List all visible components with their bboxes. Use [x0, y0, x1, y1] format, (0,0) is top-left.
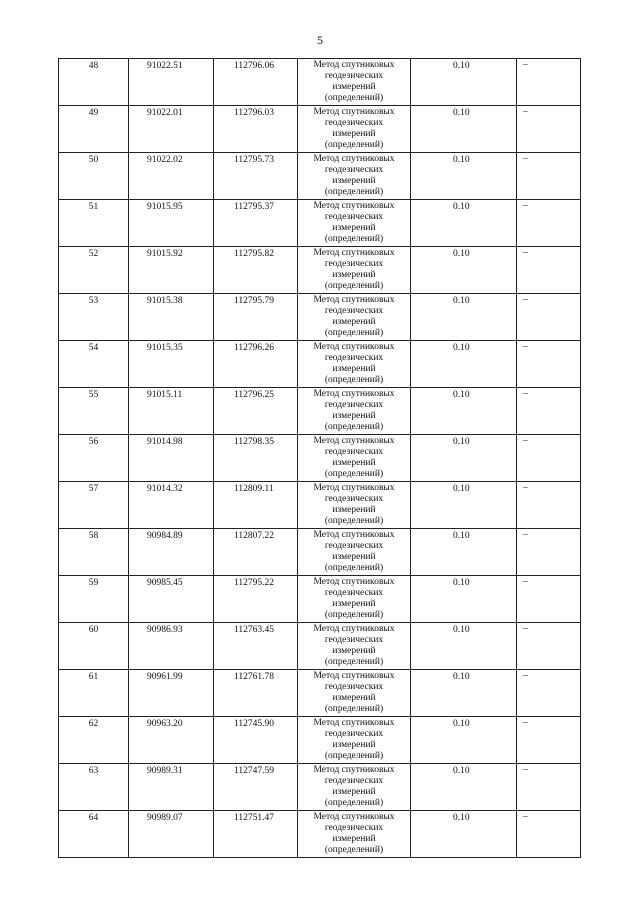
method-cell [298, 294, 411, 341]
method-line: геодезических [324, 494, 384, 504]
method-cell [298, 811, 411, 858]
x-coordinate-cell: 90985.45 [129, 576, 214, 623]
method-line: измерений [332, 317, 376, 327]
method-cell [298, 200, 411, 247]
accuracy-cell: 0.10 [411, 435, 517, 482]
method-cell [298, 482, 411, 529]
method-line: (определений) [324, 234, 384, 244]
method-line: Метод спутниковых [313, 671, 395, 681]
method-cell [298, 529, 411, 576]
method-cell [298, 717, 411, 764]
accuracy-cell: 0.10 [411, 717, 517, 764]
x-coordinate-cell: 91014.32 [129, 482, 214, 529]
method-line: измерений [332, 458, 376, 468]
x-coordinate-cell: 91014.98 [129, 435, 214, 482]
y-coordinate-cell: 112809.11 [214, 482, 298, 529]
method-line: измерений [332, 364, 376, 374]
method-line: измерений [332, 599, 376, 609]
method-line: Метод спутниковых [313, 483, 395, 493]
method-line: Метод спутниковых [313, 107, 395, 117]
method-line: геодезических [324, 635, 384, 645]
method-line: геодезических [324, 588, 384, 598]
x-coordinate-cell: 90963.20 [129, 717, 214, 764]
y-coordinate-cell: 112747.59 [214, 764, 298, 811]
table-row [59, 388, 581, 435]
method-line: (определений) [324, 375, 384, 385]
x-coordinate-cell: 90989.07 [129, 811, 214, 858]
y-coordinate-cell: 112745.90 [214, 717, 298, 764]
x-coordinate-cell: 91015.35 [129, 341, 214, 388]
note-cell: – [517, 247, 581, 294]
method-cell [298, 388, 411, 435]
method-line: измерений [332, 740, 376, 750]
method-line: Метод спутниковых [313, 624, 395, 634]
method-line: (определений) [324, 845, 384, 855]
note-cell: – [517, 764, 581, 811]
method-cell [298, 670, 411, 717]
y-coordinate-cell: 112807.22 [214, 529, 298, 576]
method-line: Метод спутниковых [313, 389, 395, 399]
note-cell: – [517, 623, 581, 670]
point-number-cell: 50 [59, 153, 129, 200]
x-coordinate-cell: 91015.11 [129, 388, 214, 435]
note-cell: – [517, 341, 581, 388]
point-number-cell: 52 [59, 247, 129, 294]
y-coordinate-cell: 112796.06 [214, 59, 298, 106]
method-line: измерений [332, 411, 376, 421]
page-number: 5 [317, 33, 323, 47]
x-coordinate-cell: 90989.31 [129, 764, 214, 811]
method-line: (определений) [324, 93, 384, 103]
method-line: геодезических [324, 118, 384, 128]
x-coordinate-cell: 91022.01 [129, 106, 214, 153]
method-line: геодезических [324, 823, 384, 833]
note-cell: – [517, 59, 581, 106]
note-cell: – [517, 811, 581, 858]
method-line: Метод спутниковых [313, 295, 395, 305]
x-coordinate-cell: 90961.99 [129, 670, 214, 717]
method-line: измерений [332, 129, 376, 139]
method-cell [298, 623, 411, 670]
table-row [59, 717, 581, 764]
method-line: измерений [332, 505, 376, 515]
x-coordinate-cell: 91015.38 [129, 294, 214, 341]
method-line: геодезических [324, 353, 384, 363]
method-line: (определений) [324, 422, 384, 432]
method-line: (определений) [324, 328, 384, 338]
table-row [59, 106, 581, 153]
table-row [59, 811, 581, 858]
method-line: геодезических [324, 776, 384, 786]
coordinates-table [58, 58, 581, 858]
method-line: измерений [332, 693, 376, 703]
method-cell [298, 59, 411, 106]
method-cell [298, 576, 411, 623]
method-line: геодезических [324, 212, 384, 222]
method-line: измерений [332, 834, 376, 844]
method-line: (определений) [324, 704, 384, 714]
table-row [59, 200, 581, 247]
method-line: геодезических [324, 71, 384, 81]
note-cell: – [517, 106, 581, 153]
method-line: (определений) [324, 187, 384, 197]
table-row [59, 435, 581, 482]
method-line: геодезических [324, 306, 384, 316]
method-line: (определений) [324, 610, 384, 620]
point-number-cell: 51 [59, 200, 129, 247]
y-coordinate-cell: 112763.45 [214, 623, 298, 670]
method-line: Метод спутниковых [313, 812, 395, 822]
accuracy-cell: 0.10 [411, 200, 517, 247]
accuracy-cell: 0.10 [411, 529, 517, 576]
table-row [59, 153, 581, 200]
note-cell: – [517, 388, 581, 435]
table-row [59, 529, 581, 576]
table-row [59, 341, 581, 388]
method-line: (определений) [324, 657, 384, 667]
method-line: Метод спутниковых [313, 577, 395, 587]
table-row [59, 59, 581, 106]
note-cell: – [517, 717, 581, 764]
method-line: измерений [332, 176, 376, 186]
y-coordinate-cell: 112751.47 [214, 811, 298, 858]
method-line: Метод спутниковых [313, 342, 395, 352]
method-line: измерений [332, 82, 376, 92]
accuracy-cell: 0.10 [411, 670, 517, 717]
point-number-cell: 56 [59, 435, 129, 482]
accuracy-cell: 0.10 [411, 247, 517, 294]
method-line: измерений [332, 787, 376, 797]
method-cell [298, 106, 411, 153]
method-line: (определений) [324, 140, 384, 150]
table-row [59, 670, 581, 717]
accuracy-cell: 0.10 [411, 576, 517, 623]
y-coordinate-cell: 112795.82 [214, 247, 298, 294]
accuracy-cell: 0.10 [411, 482, 517, 529]
y-coordinate-cell: 112796.25 [214, 388, 298, 435]
y-coordinate-cell: 112798.35 [214, 435, 298, 482]
point-number-cell: 57 [59, 482, 129, 529]
accuracy-cell: 0.10 [411, 388, 517, 435]
method-line: Метод спутниковых [313, 248, 395, 258]
point-number-cell: 64 [59, 811, 129, 858]
x-coordinate-cell: 91015.92 [129, 247, 214, 294]
method-line: Метод спутниковых [313, 765, 395, 775]
x-coordinate-cell: 90984.89 [129, 529, 214, 576]
point-number-cell: 61 [59, 670, 129, 717]
method-line: (определений) [324, 798, 384, 808]
y-coordinate-cell: 112795.79 [214, 294, 298, 341]
method-line: геодезических [324, 682, 384, 692]
point-number-cell: 53 [59, 294, 129, 341]
point-number-cell: 55 [59, 388, 129, 435]
accuracy-cell: 0.10 [411, 106, 517, 153]
x-coordinate-cell: 91022.51 [129, 59, 214, 106]
method-line: Метод спутниковых [313, 60, 395, 70]
accuracy-cell: 0.10 [411, 764, 517, 811]
table-row [59, 576, 581, 623]
method-line: геодезических [324, 165, 384, 175]
method-line: геодезических [324, 400, 384, 410]
note-cell: – [517, 435, 581, 482]
y-coordinate-cell: 112761.78 [214, 670, 298, 717]
y-coordinate-cell: 112796.03 [214, 106, 298, 153]
point-number-cell: 60 [59, 623, 129, 670]
note-cell: – [517, 482, 581, 529]
note-cell: – [517, 200, 581, 247]
method-line: Метод спутниковых [313, 436, 395, 446]
y-coordinate-cell: 112795.37 [214, 200, 298, 247]
method-line: измерений [332, 223, 376, 233]
accuracy-cell: 0.10 [411, 59, 517, 106]
note-cell: – [517, 294, 581, 341]
point-number-cell: 59 [59, 576, 129, 623]
table-row [59, 623, 581, 670]
method-line: геодезических [324, 729, 384, 739]
method-line: геодезических [324, 541, 384, 551]
table-row [59, 764, 581, 811]
point-number-cell: 63 [59, 764, 129, 811]
x-coordinate-cell: 91015.95 [129, 200, 214, 247]
method-line: геодезических [324, 447, 384, 457]
x-coordinate-cell: 90986.93 [129, 623, 214, 670]
table-row [59, 294, 581, 341]
point-number-cell: 49 [59, 106, 129, 153]
method-line: Метод спутниковых [313, 154, 395, 164]
point-number-cell: 62 [59, 717, 129, 764]
point-number-cell: 54 [59, 341, 129, 388]
y-coordinate-cell: 112795.73 [214, 153, 298, 200]
method-line: измерений [332, 552, 376, 562]
table-row [59, 247, 581, 294]
y-coordinate-cell: 112796.26 [214, 341, 298, 388]
method-line: геодезических [324, 259, 384, 269]
table-row [59, 482, 581, 529]
x-coordinate-cell: 91022.02 [129, 153, 214, 200]
method-line: измерений [332, 270, 376, 280]
method-line: (определений) [324, 516, 384, 526]
method-cell [298, 764, 411, 811]
method-line: Метод спутниковых [313, 201, 395, 211]
method-line: (определений) [324, 563, 384, 573]
method-line: Метод спутниковых [313, 718, 395, 728]
method-cell [298, 247, 411, 294]
method-line: (определений) [324, 751, 384, 761]
accuracy-cell: 0.10 [411, 341, 517, 388]
accuracy-cell: 0.10 [411, 623, 517, 670]
accuracy-cell: 0.10 [411, 153, 517, 200]
y-coordinate-cell: 112795.22 [214, 576, 298, 623]
method-line: измерений [332, 646, 376, 656]
method-cell [298, 435, 411, 482]
accuracy-cell: 0.10 [411, 294, 517, 341]
note-cell: – [517, 670, 581, 717]
point-number-cell: 48 [59, 59, 129, 106]
note-cell: – [517, 576, 581, 623]
point-number-cell: 58 [59, 529, 129, 576]
method-line: (определений) [324, 469, 384, 479]
method-line: Метод спутниковых [313, 530, 395, 540]
method-cell [298, 153, 411, 200]
accuracy-cell: 0.10 [411, 811, 517, 858]
note-cell: – [517, 153, 581, 200]
note-cell: – [517, 529, 581, 576]
method-line: (определений) [324, 281, 384, 291]
method-cell [298, 341, 411, 388]
